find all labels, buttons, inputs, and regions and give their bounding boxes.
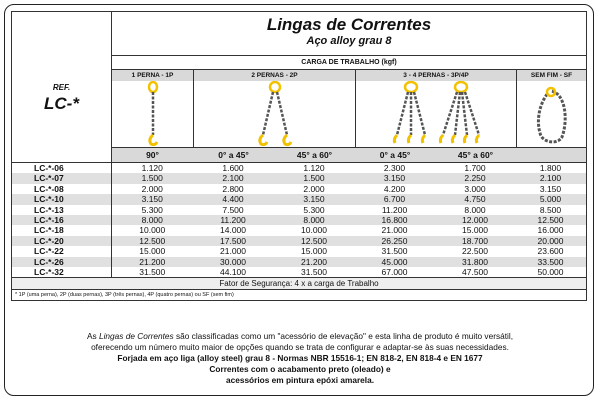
row-value: 8.000: [464, 204, 486, 215]
product-card: [4, 4, 594, 396]
ref-column-header: [12, 12, 112, 162]
single-leg-sling-icon: [112, 81, 193, 147]
ref-code: LC-*: [44, 93, 79, 113]
row-value: 17.500: [193, 236, 274, 246]
row-value: 21.000: [220, 246, 246, 257]
row-ref: LC-*-16: [12, 215, 112, 225]
description-emphasis: Lingas de Correntes: [98, 331, 174, 341]
row-value: 3.150: [274, 194, 355, 204]
row-value: 5.000: [516, 194, 586, 204]
two-leg-sling-icon: [193, 81, 355, 147]
row-value: 16.000: [537, 225, 564, 236]
row-value: 1.500: [274, 173, 355, 183]
group-3-4-legs: 3 - 4 PERNAS - 3P/4P: [355, 69, 516, 81]
row-ref: LC-*-32: [12, 267, 112, 277]
row-value: 1.600: [222, 163, 244, 173]
row-value: 2.100: [193, 173, 274, 183]
row-value: 10.000: [301, 225, 327, 236]
row-value: 30.000: [193, 257, 274, 267]
table-row: [12, 163, 586, 173]
row-value: 33.500: [516, 257, 586, 267]
legend-footnote: * 1P (uma perna), 2P (duas pernas), 3P (três pernas), 4P (quatro pernas) ou SF (sem fim): [12, 289, 586, 300]
table-row: [12, 184, 586, 194]
leg-groups: [112, 69, 586, 81]
angle-2p-low: 0° a 45°: [193, 148, 274, 162]
product-description: [15, 331, 585, 386]
description-finish-1: Correntes com o acabamento preto (oleado) e: [209, 364, 391, 374]
row-value: 31.500: [381, 246, 408, 257]
table-row: [12, 225, 586, 235]
table-header: [12, 12, 586, 163]
description-standards: Forjada em aço liga (alloy steel) grau 8 - Normas NBR 15516-1; EN 818-2, EN 818-4 e EN 1677: [117, 353, 483, 363]
row-value: 18.700: [435, 236, 516, 246]
row-ref: LC-*-08: [12, 184, 112, 194]
row-value: 11.200: [193, 215, 274, 225]
row-value: 3.000: [464, 183, 486, 194]
row-ref: LC-*-22: [12, 246, 112, 256]
row-value: 20.000: [516, 236, 586, 246]
row-value: 26.250: [355, 236, 435, 246]
group-endless: SEM FIM - SF: [516, 69, 586, 81]
row-value: 2.250: [435, 173, 516, 183]
row-value: 4.400: [193, 194, 274, 204]
row-value: 8.000: [274, 215, 355, 225]
table-row: [12, 246, 586, 256]
row-value: 4.750: [435, 194, 516, 204]
row-value: 8.500: [539, 204, 562, 215]
row-value: 14.000: [220, 225, 246, 236]
spec-table-frame: [11, 11, 587, 301]
table-row: [12, 267, 586, 277]
description-finish-2: acessórios em pintura epóxi amarela.: [225, 375, 375, 385]
table-row: [12, 257, 586, 267]
row-value: 31.500: [139, 267, 166, 278]
endless-sling-icon: [516, 81, 586, 147]
page-subtitle: Aço alloy grau 8: [306, 35, 392, 47]
row-value: 21.200: [274, 257, 355, 267]
row-value: 31.500: [301, 267, 327, 278]
row-value: 21.200: [112, 257, 193, 267]
description-line-1: As Lingas de Correntes são classificadas como um "acessório de elevação" e esta linha de produto é muito versátil,: [86, 331, 514, 341]
row-ref: LC-*-13: [12, 205, 112, 215]
row-value: 23.600: [537, 246, 564, 257]
load-table: [12, 163, 586, 277]
table-row: [12, 194, 586, 204]
row-value: 21.000: [381, 225, 408, 236]
page-title: Lingas de Correntes: [266, 15, 432, 34]
row-value: 12.500: [516, 215, 586, 225]
row-value: 4.200: [383, 183, 406, 194]
row-value: 2.000: [141, 183, 163, 194]
row-ref: LC-*-26: [12, 257, 112, 267]
row-value: 1.700: [464, 163, 486, 173]
row-value: 47.500: [462, 267, 488, 278]
angle-sf: [516, 148, 586, 162]
table-row: [12, 173, 586, 183]
row-value: 12.000: [435, 215, 516, 225]
row-value: 2.800: [222, 183, 244, 194]
row-value: 15.000: [139, 246, 166, 257]
row-value: 11.200: [381, 204, 408, 215]
table-row: [12, 236, 586, 246]
angle-2p-high: 45° a 60°: [274, 148, 355, 162]
multi-leg-sling-icon: [355, 81, 516, 147]
row-value: 5.300: [303, 204, 325, 215]
group-2-legs: 2 PERNAS - 2P: [193, 69, 355, 81]
row-ref: LC-*-10: [12, 194, 112, 204]
row-ref: LC-*-20: [12, 236, 112, 246]
row-value: 3.150: [112, 194, 193, 204]
row-value: 45.000: [355, 257, 435, 267]
row-value: 1.120: [303, 163, 325, 173]
row-value: 1.500: [112, 173, 193, 183]
row-value: 5.300: [141, 204, 163, 215]
row-value: 3.150: [355, 173, 435, 183]
row-value: 16.800: [355, 215, 435, 225]
row-value: 3.150: [539, 183, 562, 194]
group-1-leg: 1 PERNA - 1P: [112, 69, 193, 81]
row-value: 15.000: [462, 225, 488, 236]
angle-1p: 90°: [112, 148, 193, 162]
row-value: 1.800: [539, 163, 562, 173]
table-row: [12, 215, 586, 225]
row-value: 8.000: [112, 215, 193, 225]
table-row: [12, 205, 586, 215]
ref-label: REF.: [52, 82, 71, 92]
row-value: 2.000: [303, 183, 325, 194]
row-value: 1.120: [141, 163, 163, 173]
row-value: 12.500: [274, 236, 355, 246]
row-value: 2.100: [516, 173, 586, 183]
safety-factor-note: Fator de Segurança: 4 x a carga de Trabalho: [12, 277, 586, 289]
row-value: 50.000: [537, 267, 564, 278]
angle-row: [112, 147, 586, 162]
row-value: 44.100: [220, 267, 246, 278]
description-line-2: oferecendo um número muito maior de opções quando se trata de configurar e adaptar-se às suas necessidades.: [91, 342, 509, 352]
row-value: 15.000: [301, 246, 327, 257]
angle-4p-low: 0° a 45°: [355, 148, 435, 162]
row-ref: LC-*-18: [12, 225, 112, 235]
row-ref: LC-*-06: [12, 163, 112, 173]
load-label: CARGA DE TRABALHO (kgf): [112, 55, 586, 69]
sling-illustrations: [112, 81, 586, 147]
row-ref: LC-*-07: [12, 173, 112, 183]
row-value: 6.700: [355, 194, 435, 204]
title-box: [112, 12, 586, 55]
angle-4p-high: 45° a 60°: [435, 148, 516, 162]
row-value: 10.000: [139, 225, 166, 236]
row-value: 7.500: [222, 204, 244, 215]
row-value: 31.800: [435, 257, 516, 267]
row-value: 22.500: [462, 246, 488, 257]
row-value: 12.500: [112, 236, 193, 246]
row-value: 67.000: [381, 267, 408, 278]
row-value: 2.300: [383, 163, 406, 173]
